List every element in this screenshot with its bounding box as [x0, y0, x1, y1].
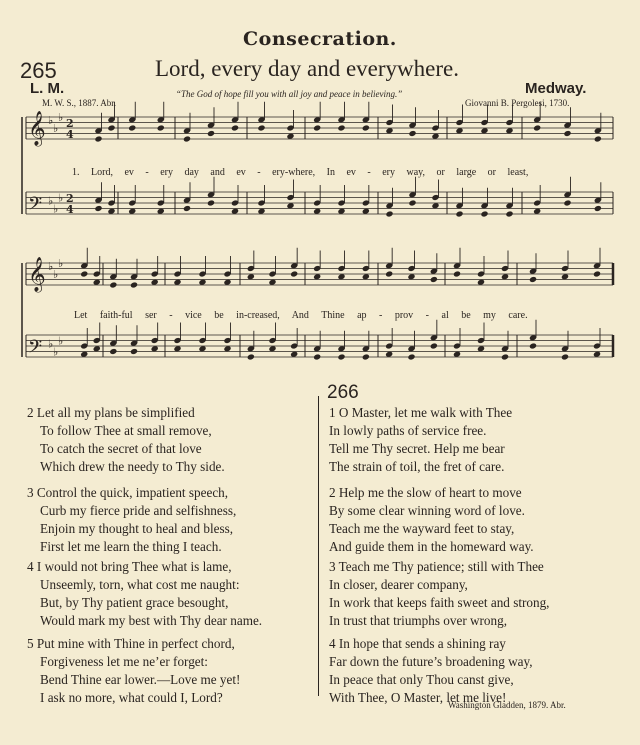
note-head	[408, 199, 416, 206]
verse-line: By some clear winning word of love.	[329, 503, 525, 518]
flat-icon: ♭	[53, 202, 59, 216]
note-head	[231, 124, 239, 131]
verse-line: Tell me Thy secret. Help me bear	[329, 441, 505, 456]
note-head	[157, 124, 165, 131]
note-head	[501, 353, 509, 360]
verse-line: In peace that only Thou canst give,	[329, 672, 514, 687]
time-signature: 4	[66, 203, 74, 216]
note-head	[109, 281, 117, 288]
note-head	[563, 130, 571, 137]
flat-icon: ♭	[58, 191, 64, 205]
note-head	[183, 135, 191, 142]
verse-line: 2 Let all my plans be simplified	[27, 405, 195, 420]
verse-block	[329, 635, 533, 707]
bass-clef-icon: 𝄢	[28, 337, 43, 362]
flat-icon: ♭	[58, 111, 64, 124]
note-head	[183, 205, 191, 212]
note-head	[407, 353, 415, 360]
author-credit: M. W. S., 1887. Abr.	[42, 98, 117, 108]
verse-line: I ask no more, what could I, Lord?	[40, 690, 223, 705]
note-head	[385, 210, 393, 217]
verse-line: Forgiveness let me ne’er forget:	[40, 654, 208, 669]
verse-line: 2 Help me the slow of heart to move	[329, 485, 522, 500]
time-signature: 2	[66, 117, 74, 130]
verse-block	[27, 484, 236, 556]
note-head	[313, 124, 321, 131]
note-head	[207, 130, 215, 137]
note-head	[80, 270, 88, 277]
note-head	[430, 342, 438, 349]
note-head	[247, 353, 255, 360]
note-head	[480, 210, 488, 217]
verse-block	[27, 404, 225, 476]
verse-line: 3 Control the quick, impatient speech,	[27, 485, 229, 500]
verse-line: The strain of toil, the fret of care.	[329, 459, 505, 474]
verse-line: First let me learn the thing I teach.	[40, 539, 222, 554]
verse-line: 4 I would not bring Thee what is lame,	[27, 559, 232, 574]
verse-line: Unseemly, torn, what cost me naught:	[40, 577, 240, 592]
verse-block	[329, 558, 549, 630]
lyric-line-2: Let faith-ful ser - vice be in-creased, And Thine ap - prov - al be my care.	[74, 310, 528, 321]
verse-line: In closer, dearer company,	[329, 577, 468, 592]
verse-line: In trust that triumphs over wrong,	[329, 613, 508, 628]
note-head	[533, 124, 541, 131]
verse-line: To catch the secret of that love	[40, 441, 202, 456]
flat-icon: ♭	[53, 268, 59, 281]
verse-line: Far down the future’s broadening way,	[329, 654, 533, 669]
note-head	[529, 342, 537, 349]
flat-icon: ♭	[48, 194, 54, 208]
verse-line: Enjoin my thought to heal and bless,	[40, 521, 234, 536]
verse-line: 5 Put mine with Thine in perfect chord,	[27, 636, 235, 651]
flat-icon: ♭	[48, 113, 54, 127]
lyric-line-1: 1. Lord, ev - ery day and ev - ery-where, In ev - ery way, or large or least,	[72, 167, 529, 178]
note-head	[593, 270, 601, 277]
verse-line: Curb my fierce pride and selfishness,	[40, 503, 237, 518]
column-divider	[318, 396, 319, 696]
hymn-number: 265	[20, 58, 57, 83]
verse-line: 3 Teach me Thy patience; still with Thee	[329, 559, 544, 574]
note-head	[128, 124, 136, 131]
verse-line: With Thee, O Master, let me live!	[329, 690, 507, 705]
epigraph: “The God of hope fill you with all joy and peace in believing.”	[176, 89, 403, 99]
note-head	[337, 124, 345, 131]
note-head	[130, 348, 138, 355]
note-head	[561, 353, 569, 360]
verse-line: And guide them in the homeward way.	[329, 539, 534, 554]
time-signature: 2	[66, 192, 74, 205]
section-title: Consecration.	[243, 28, 397, 50]
treble-clef-icon: 𝄞	[28, 257, 46, 292]
verse-line: In lowly paths of service free.	[329, 423, 487, 438]
note-head	[408, 130, 416, 137]
note-head	[563, 199, 571, 206]
flat-icon: ♭	[48, 337, 54, 351]
flat-icon: ♭	[53, 122, 59, 135]
hymn-title: Lord, every day and everywhere.	[155, 56, 459, 81]
verse-line: But, by Thy patient grace besought,	[40, 595, 229, 610]
verse-block	[27, 558, 262, 630]
note-head	[430, 276, 438, 283]
note-head	[207, 199, 215, 206]
verse-line: 1 O Master, let me walk with Thee	[329, 405, 513, 420]
note-head	[385, 270, 393, 277]
note-head	[362, 353, 370, 360]
verse-line: In work that keeps faith sweet and strong,	[329, 595, 550, 610]
verse-line: 4 In hope that sends a shining ray	[329, 636, 506, 651]
time-signature: 4	[66, 128, 74, 141]
verse-block	[329, 404, 512, 476]
note-head	[109, 348, 117, 355]
note-head	[337, 353, 345, 360]
note-head	[594, 135, 602, 142]
flat-icon: ♭	[48, 259, 54, 273]
note-head	[130, 281, 138, 288]
note-head	[94, 135, 102, 142]
note-head	[290, 270, 298, 277]
tune-name: Medway.	[525, 80, 587, 97]
composer-credit: Giovanni B. Pergolesi, 1730.	[465, 98, 570, 108]
flat-icon: ♭	[58, 334, 64, 348]
verse-line: To follow Thee at small remove,	[40, 423, 212, 438]
note-head	[94, 205, 102, 212]
note-head	[505, 210, 513, 217]
note-head	[594, 205, 602, 212]
note-head	[257, 124, 265, 131]
note-head	[455, 210, 463, 217]
verse-line: Teach me the wayward feet to stay,	[329, 521, 515, 536]
hymn2-credit: Washington Gladden, 1879. Abr.	[448, 700, 566, 710]
bass-clef-icon: 𝄢	[28, 194, 43, 219]
verse-line: Which drew the needy to Thy side.	[40, 459, 225, 474]
flat-icon: ♭	[53, 345, 59, 359]
meter-label: L. M.	[30, 80, 65, 97]
note-head	[362, 124, 370, 131]
verse-block	[27, 635, 240, 707]
verse-line: Would mark my best with Thy dear name.	[40, 613, 263, 628]
hymn-number-2: 266	[327, 382, 359, 403]
treble-clef-icon: 𝄞	[28, 111, 46, 146]
flat-icon: ♭	[58, 257, 64, 270]
verse-line: Bend Thine ear lower.—Love me yet!	[40, 672, 241, 687]
verse-block	[329, 484, 534, 556]
note-head	[107, 124, 115, 131]
note-head	[529, 276, 537, 283]
note-head	[313, 353, 321, 360]
note-head	[453, 270, 461, 277]
